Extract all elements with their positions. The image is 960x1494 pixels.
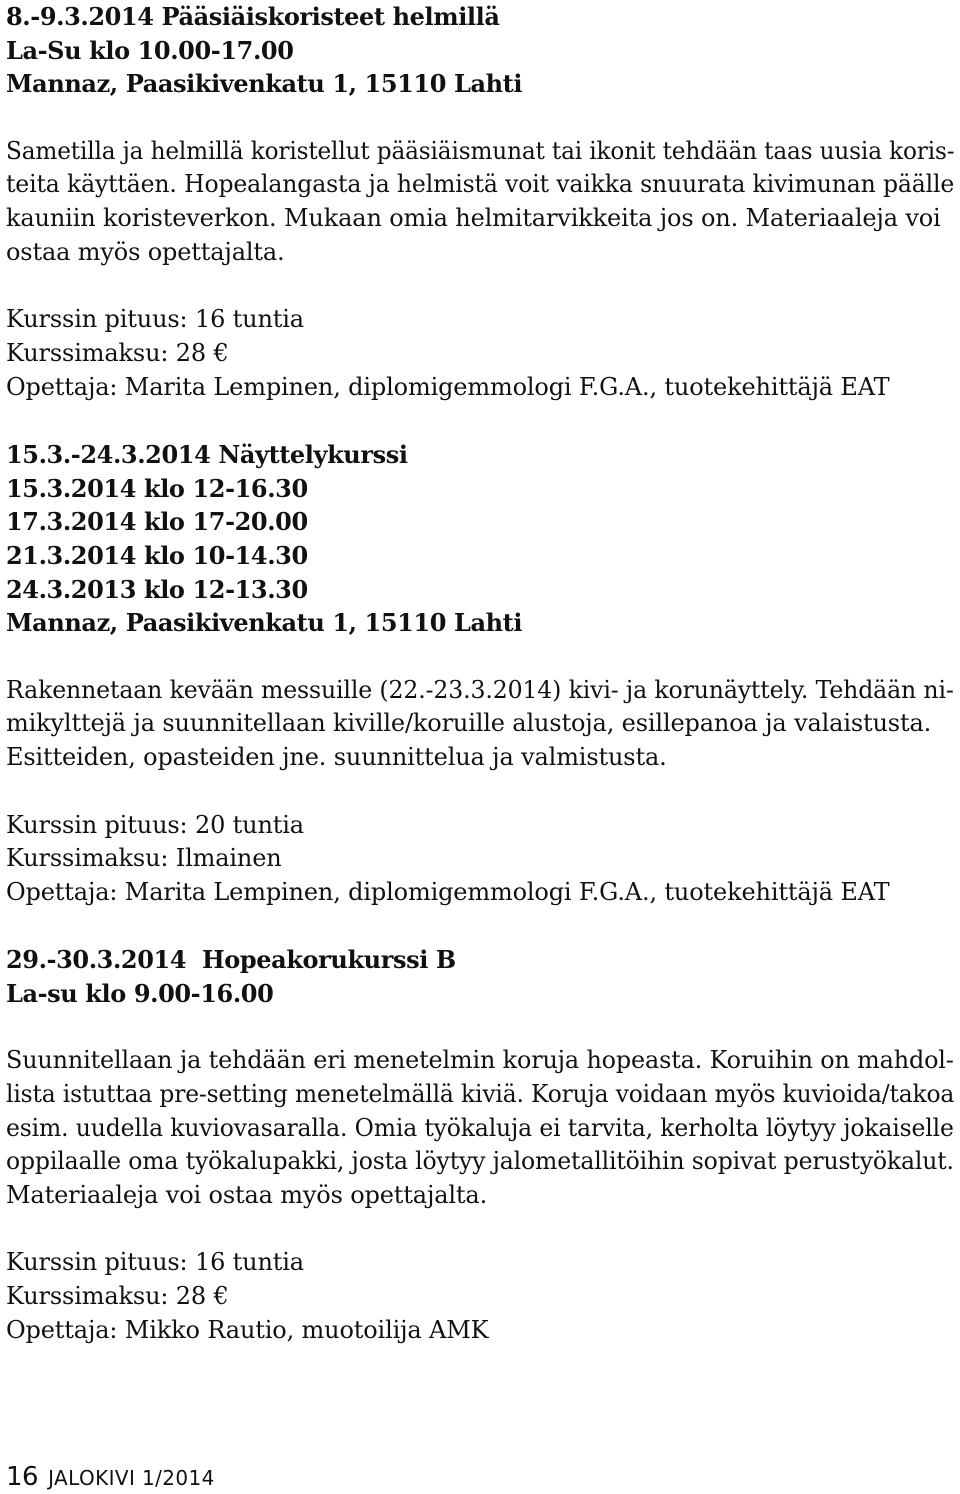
publication-name: JALOKIVI 1/2014 xyxy=(48,1466,215,1490)
course-description-line: Esitteiden, opasteiden jne. suunnittelua ja valmistusta. xyxy=(6,743,667,772)
course-description-line: lista istuttaa pre-setting menetelmällä kiviä. Koruja voidaan myös kuvioida/takoa xyxy=(6,1080,955,1108)
page-content xyxy=(6,0,954,1348)
course-description-line: Sametilla ja helmillä koristellut pääsiäismunat tai ikonit tehdään taas uusia koris- xyxy=(6,136,955,165)
course-teacher: Opettaja: Marita Lempinen, diplomigemmologi F.G.A., tuotekehittäjä EAT xyxy=(6,877,890,906)
course-description-line: ostaa myös opettajalta. xyxy=(6,237,285,266)
course-description-line: Suunnitellaan ja tehdään eri menetelmin koruja hopeasta. Koruihin on mahdol- xyxy=(6,1046,954,1075)
course-title: 29.-30.3.2014 Hopeakorukurssi B xyxy=(6,945,456,975)
page-number: 16 xyxy=(6,1462,39,1492)
course-easter-decorations xyxy=(6,0,954,404)
course-title: 8.-9.3.2014 Pääsiäiskoristeet helmillä xyxy=(6,2,500,31)
course-place: Mannaz, Paasikivenkatu 1, 15110 Lahti xyxy=(6,69,523,99)
course-date: 24.3.2013 klo 12-13.30 xyxy=(6,574,308,604)
course-length: Kurssin pituus: 16 tuntia xyxy=(6,305,304,334)
course-place: Mannaz, Paasikivenkatu 1, 15110 Lahti xyxy=(6,608,523,638)
course-fee: Kurssimaksu: 28 € xyxy=(6,1282,229,1311)
course-description-line: mikylttejä ja suunnitellaan kiville/koruille alustoja, esillepanoa ja valaistusta. xyxy=(6,709,932,738)
course-description-line: kauniin koristeverkon. Mukaan omia helmitarvikkeita jos on. Materiaaleja voi xyxy=(6,204,941,233)
course-teacher: Opettaja: Mikko Rautio, muotoilija AMK xyxy=(6,1315,489,1344)
course-description-line: Rakennetaan kevään messuille (22.-23.3.2014) kivi- ja korunäyttely. Tehdään ni- xyxy=(6,675,954,704)
course-length: Kurssin pituus: 16 tuntia xyxy=(6,1248,304,1277)
course-description-line: Materiaaleja voi ostaa myös opettajalta. xyxy=(6,1181,488,1210)
course-date: 17.3.2014 klo 17-20.00 xyxy=(6,507,308,537)
course-time: La-su klo 9.00-16.00 xyxy=(6,978,274,1008)
course-title: 15.3.-24.3.2014 Näyttelykurssi xyxy=(6,439,408,469)
course-description-line: esim. uudella kuviovasaralla. Omia työkaluja ei tarvita, kerholta löytyy jokaiselle xyxy=(6,1113,954,1142)
course-teacher: Opettaja: Marita Lempinen, diplomigemmologi F.G.A., tuotekehittäjä EAT xyxy=(6,372,890,401)
course-date: 21.3.2014 klo 10-14.30 xyxy=(6,541,308,570)
course-date: 15.3.2014 klo 12-16.30 xyxy=(6,473,308,503)
course-time: La-Su klo 10.00-17.00 xyxy=(6,35,294,65)
course-silver-jewelry xyxy=(6,943,954,1347)
course-fee: Kurssimaksu: 28 € xyxy=(6,338,229,367)
course-length: Kurssin pituus: 20 tuntia xyxy=(6,810,304,839)
page-footer xyxy=(6,1462,215,1492)
course-exhibition xyxy=(6,438,954,910)
course-fee: Kurssimaksu: Ilmainen xyxy=(6,844,282,873)
course-description-line: teita käyttäen. Hopealangasta ja helmistä voit vaikka snuurata kivimunan päälle xyxy=(6,170,955,199)
course-description-line: oppilaalle oma työkalupakki, josta löytyy jalometallitöihin sopivat perustyökalut. xyxy=(6,1147,954,1176)
